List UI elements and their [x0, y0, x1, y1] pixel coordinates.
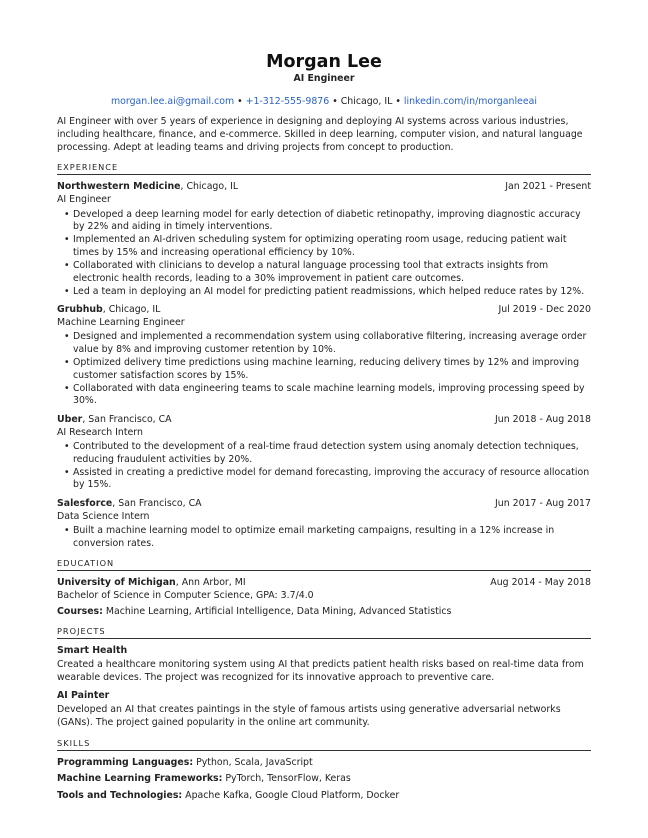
- education-entry: [57, 577, 591, 618]
- phone-link[interactable]: +1-312-555-9876: [245, 96, 330, 107]
- job-bullet: • Designed and implemented a recommendation system using collaborative filtering, increasing average order value by 8% and improving customer retention by 10%.: [73, 331, 591, 356]
- project-description: Developed an AI that creates paintings in the style of famous artists using generative adversarial networks (GANs). The project gained popularity in the online art community.: [57, 703, 561, 728]
- job-company: Uber: [57, 413, 83, 425]
- courses-label: Courses:: [57, 605, 103, 617]
- job-location: , Chicago, IL: [102, 304, 161, 316]
- job-header: [57, 181, 591, 194]
- candidate-role: AI Engineer: [293, 73, 355, 84]
- section-title-education: EDUCATION: [57, 558, 591, 571]
- job-header: [57, 304, 591, 317]
- job-bullets: [57, 525, 591, 550]
- job-company: Salesforce: [57, 498, 113, 510]
- job-bullet: • Developed a deep learning model for early detection of diabetic retinopathy, improving diagnostic accuracy by 22% and aiding in timely interventions.: [73, 209, 591, 234]
- project-description: Created a healthcare monitoring system using AI that predicts patient health risks based on real-time data from wearable devices. The project was recognized for its innovative approach to preventive care.: [57, 658, 584, 683]
- skill-line: [57, 757, 591, 770]
- job-header: [57, 498, 591, 511]
- project-name: Smart Health: [57, 645, 128, 657]
- email-link[interactable]: morgan.lee.ai@gmail.com: [111, 96, 235, 107]
- contact-separator: •: [392, 96, 404, 107]
- job-dates: Jun 2018 - Aug 2018: [495, 413, 591, 425]
- contact-separator: •: [329, 96, 341, 107]
- skill-line: [57, 773, 591, 786]
- education-dates: Aug 2014 - May 2018: [490, 577, 591, 589]
- job-bullet: • Implemented an AI-driven scheduling system for optimizing operating room usage, reducing patient wait times by 15% and increasing operational efficiency by 10%.: [73, 234, 591, 259]
- project-entry: [57, 690, 591, 729]
- job-bullet: • Collaborated with clinicians to develop a natural language processing tool that extracts insights from electronic health records, leading to a 30% improvement in patient care outcomes.: [73, 260, 591, 285]
- skill-line: [57, 790, 591, 803]
- skill-value: Apache Kafka, Google Cloud Platform, Docker: [182, 789, 400, 801]
- job-bullet: • Built a machine learning model to optimize email marketing campaigns, resulting in a 12% increase in conversion rates.: [73, 525, 591, 550]
- job-header: [57, 414, 591, 427]
- job-location: , Chicago, IL: [180, 181, 239, 193]
- job-location: , San Francisco, CA: [82, 413, 172, 425]
- candidate-name: Morgan Lee: [266, 52, 382, 72]
- project-name: AI Painter: [57, 690, 110, 702]
- job-company: Grubhub: [57, 304, 103, 316]
- section-title-projects: PROJECTS: [57, 626, 591, 639]
- summary-paragraph: AI Engineer with over 5 years of experience in designing and deploying AI systems across various industries, including healthcare, finance, and e-commerce. Skilled in deep learning, computer vision, and natural language processing. Adept at leading teams and driving projects from concept to production.: [57, 116, 583, 153]
- job-bullets: [57, 441, 591, 492]
- job-bullet: • Optimized delivery time predictions using machine learning, reducing delivery times by 12% and improving customer satisfaction scores by 15%.: [73, 357, 591, 382]
- skill-label: Programming Languages:: [57, 756, 194, 768]
- job-bullet: • Contributed to the development of a real-time fraud detection system using anomaly detection techniques, reducing fraudulent activities by 20%.: [73, 441, 591, 466]
- skill-value: Python, Scala, JavaScript: [193, 756, 313, 768]
- skill-label: Tools and Technologies:: [57, 789, 183, 801]
- section-title-experience: EXPERIENCE: [57, 162, 591, 175]
- job-entry: [57, 414, 591, 492]
- location-text: Chicago, IL: [340, 96, 393, 107]
- job-title: Machine Learning Engineer: [57, 316, 185, 328]
- job-title: Data Science Intern: [57, 510, 150, 522]
- job-title: AI Research Intern: [57, 426, 143, 438]
- job-bullets: [57, 331, 591, 408]
- job-dates: Jul 2019 - Dec 2020: [498, 304, 591, 316]
- courses-list: Machine Learning, Artificial Intelligence, Data Mining, Advanced Statistics: [102, 605, 452, 617]
- education-degree: Bachelor of Science in Computer Science, GPA: 3.7/4.0: [57, 590, 314, 602]
- education-header: [57, 577, 591, 590]
- job-title: AI Engineer: [57, 193, 111, 205]
- job-bullet: • Assisted in creating a predictive model for demand forecasting, improving the accuracy of resource allocation by 15%.: [73, 467, 591, 492]
- job-company: Northwestern Medicine: [57, 181, 181, 193]
- job-bullet: • Collaborated with data engineering teams to scale machine learning models, improving processing speed by 30%.: [73, 383, 591, 408]
- section-title-skills: SKILLS: [57, 738, 591, 751]
- job-location: , San Francisco, CA: [112, 498, 202, 510]
- project-entry: [57, 645, 591, 684]
- skill-label: Machine Learning Frameworks:: [57, 773, 223, 785]
- contact-separator: •: [234, 96, 246, 107]
- linkedin-link[interactable]: linkedin.com/in/morganleeai: [403, 96, 537, 107]
- skills-list: [57, 757, 591, 803]
- job-entry: [57, 498, 591, 550]
- education-location: , Ann Arbor, MI: [175, 577, 246, 589]
- job-bullet: • Led a team in deploying an AI model for predicting patient readmissions, which helped reduce rates by 12%.: [73, 286, 591, 299]
- job-entry: [57, 304, 591, 408]
- job-dates: Jun 2017 - Aug 2017: [495, 498, 591, 510]
- education-school: University of Michigan: [57, 577, 176, 589]
- job-dates: Jan 2021 - Present: [505, 181, 591, 193]
- skill-value: PyTorch, TensorFlow, Keras: [222, 773, 351, 785]
- job-entry: [57, 181, 591, 298]
- job-bullets: [57, 209, 591, 299]
- contact-line: [57, 96, 591, 108]
- education-courses: [57, 606, 591, 619]
